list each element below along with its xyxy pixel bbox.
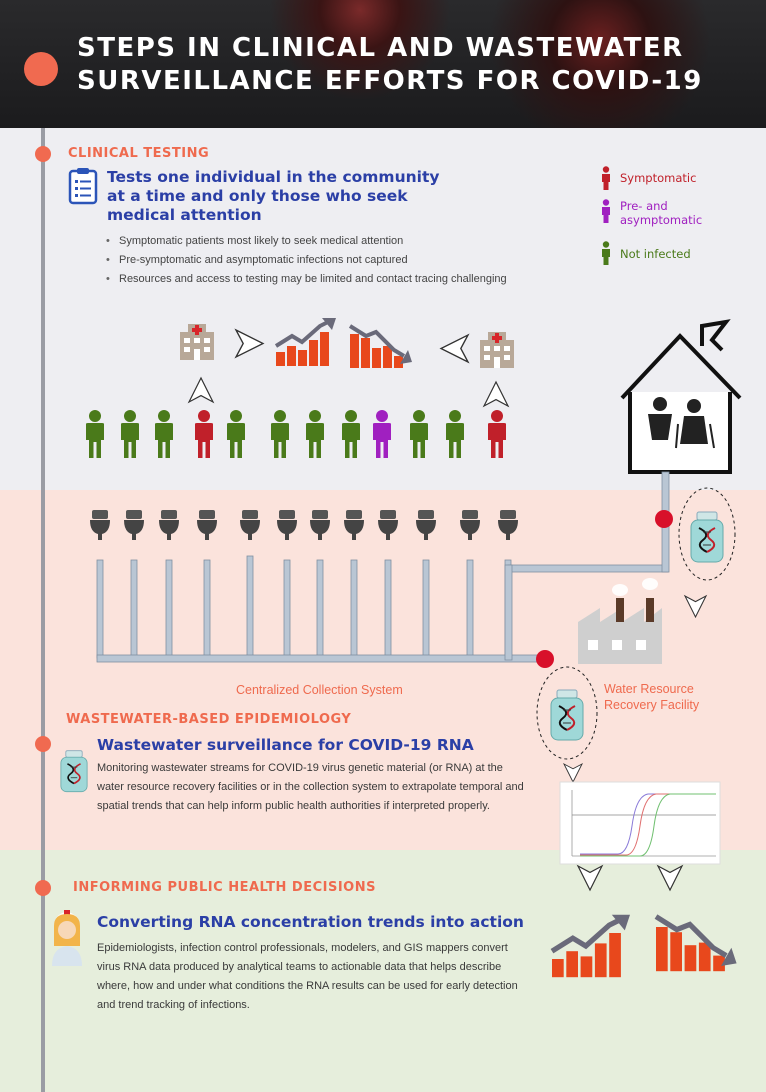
person-icon bbox=[410, 410, 428, 458]
branch-pipe bbox=[508, 565, 668, 572]
arrow-up-icon bbox=[484, 382, 508, 406]
person-icon bbox=[342, 410, 360, 458]
decisions-title: Converting RNA concentration trends into action bbox=[97, 913, 524, 931]
people-row bbox=[86, 410, 506, 458]
sample-bottle-icon bbox=[61, 751, 87, 792]
wastewater-label: WASTEWATER-BASED EPIDEMIOLOGY bbox=[66, 712, 352, 727]
collection-pipes bbox=[97, 556, 511, 658]
collection-pipe bbox=[467, 560, 473, 658]
toilet-icon bbox=[124, 510, 144, 540]
bullet-item: • Pre-symptomatic and asymptomatic infections not captured bbox=[104, 251, 544, 270]
toilet-icon bbox=[277, 510, 297, 540]
trend-down-icon bbox=[656, 917, 737, 972]
legend-label: Symptomatic bbox=[620, 171, 697, 185]
decisions-dot bbox=[35, 880, 51, 896]
trend-up-icon bbox=[276, 318, 336, 366]
toilet-icon bbox=[90, 510, 110, 540]
bullet-item: • Symptomatic patients most likely to seek medical attention bbox=[104, 232, 544, 251]
clinical-title: Tests one individual in the community at a time and only those who seek medical attention bbox=[107, 168, 440, 224]
hospital-icon bbox=[180, 324, 214, 360]
arrow-left-icon bbox=[441, 335, 468, 362]
toilet-icon bbox=[240, 510, 260, 540]
toilet-icon bbox=[310, 510, 330, 540]
person-icon bbox=[373, 410, 391, 458]
facility-label: Water Resource Recovery Facility bbox=[604, 682, 700, 712]
arrow-up-icon bbox=[189, 378, 213, 402]
hospital-icon bbox=[480, 332, 514, 368]
wastewater-text: Monitoring wastewater streams for COVID-19 virus genetic material (or RNA) at the water resource recovery facilities or in the collection system to extrapolate temporal and spatial trends that can help inform public health authorities if interpreted properly. bbox=[97, 762, 524, 812]
sampling-point-icon bbox=[655, 510, 673, 528]
page-title: STEPS IN CLINICAL AND WASTEWATER SURVEILLANCE EFFORTS FOR COVID-19 bbox=[77, 33, 703, 96]
trend-down-icon bbox=[350, 326, 412, 368]
clinical-label: CLINICAL TESTING bbox=[68, 146, 210, 161]
toilet-icon bbox=[378, 510, 398, 540]
toilet-icon bbox=[498, 510, 518, 540]
person-icon bbox=[271, 410, 289, 458]
sample-bottle-icon bbox=[679, 488, 735, 580]
arrow-down-icon bbox=[578, 866, 602, 890]
person-icon bbox=[227, 410, 245, 458]
person-icon bbox=[86, 410, 104, 458]
toilet-icon bbox=[159, 510, 179, 540]
person-icon bbox=[488, 410, 506, 458]
collection-pipe bbox=[284, 560, 290, 658]
person-icon bbox=[155, 410, 173, 458]
person-icon bbox=[446, 410, 464, 458]
trend-up-icon bbox=[552, 915, 630, 977]
person-icon bbox=[121, 410, 139, 458]
toilet-icon bbox=[197, 510, 217, 540]
collection-pipe bbox=[131, 560, 137, 658]
toilets-row bbox=[90, 510, 518, 540]
collection-pipe bbox=[351, 560, 357, 658]
bullet-item: • Resources and access to testing may be limited and contact tracing challenging bbox=[104, 270, 544, 289]
collection-pipe bbox=[97, 560, 103, 658]
collection-pipe bbox=[423, 560, 429, 658]
sampling-point-icon bbox=[536, 650, 554, 668]
arrow-down-icon bbox=[685, 596, 706, 617]
wastewater-title: Wastewater surveillance for COVID-19 RNA bbox=[97, 736, 474, 754]
collection-pipe bbox=[317, 560, 323, 658]
wastewater-dot bbox=[35, 736, 51, 752]
decisions-text: Epidemiologists, infection control professionals, modelers, and GIS mappers convert virus RNA data produced by analytical teams to actionable data that helps describe where, how and under what conditions the RNA results can be used for early detection and trend tracking of infections. bbox=[97, 942, 518, 1011]
branch-pipe-vertical bbox=[505, 565, 512, 660]
toilet-icon bbox=[344, 510, 364, 540]
nurse-icon bbox=[52, 910, 82, 966]
collection-pipe bbox=[385, 560, 391, 658]
legend-label: Pre- and asymptomatic bbox=[620, 199, 703, 227]
collection-system-label: Centralized Collection System bbox=[236, 683, 403, 697]
house-icon bbox=[622, 322, 740, 472]
collection-pipe bbox=[247, 556, 253, 658]
collection-pipe bbox=[204, 560, 210, 658]
person-icon bbox=[306, 410, 324, 458]
toilet-icon bbox=[460, 510, 480, 540]
collection-pipe bbox=[166, 560, 172, 658]
arrow-right-icon bbox=[236, 330, 263, 357]
factory-icon bbox=[578, 578, 662, 664]
sample-bottle-icon bbox=[537, 667, 597, 759]
person-icon bbox=[195, 410, 213, 458]
decisions-label: INFORMING PUBLIC HEALTH DECISIONS bbox=[73, 880, 376, 895]
legend-label: Not infected bbox=[620, 247, 691, 261]
arrow-down-icon bbox=[564, 764, 582, 782]
main-sewer-pipe bbox=[97, 655, 545, 662]
toilet-icon bbox=[416, 510, 436, 540]
arrow-down-icon bbox=[658, 866, 682, 890]
pcr-chart-icon bbox=[560, 782, 720, 864]
